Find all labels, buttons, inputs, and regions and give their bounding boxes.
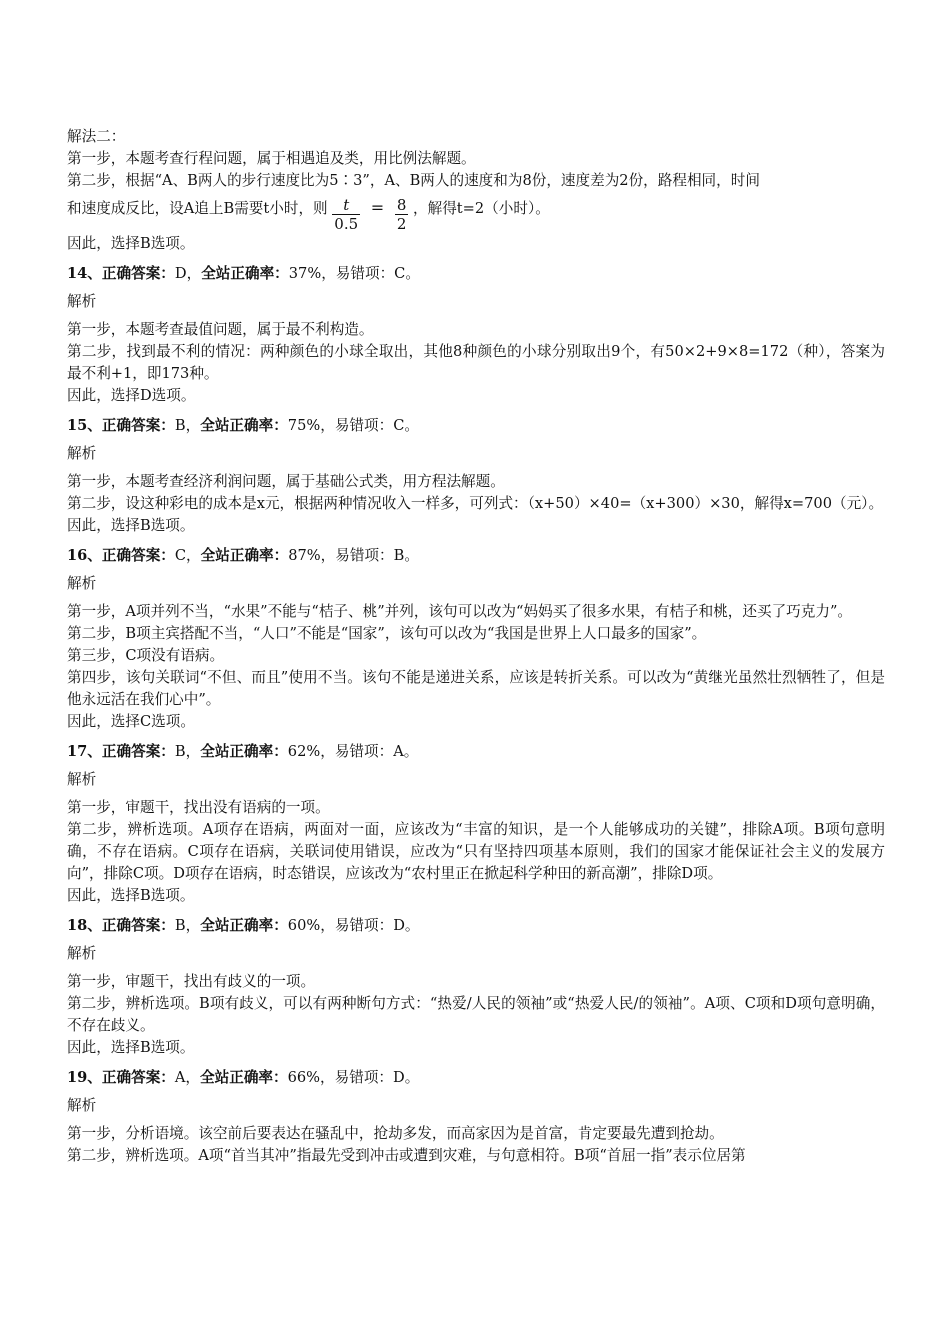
- answer-label: 正确答案：: [101, 743, 175, 760]
- document-page: [67, 126, 885, 1167]
- analysis-line: 第一步，分析语境。该空前后要表达在骚乱中，抢劫多发，而高家因为是首富，肯定要最先遭到抢劫。: [67, 1125, 724, 1142]
- answer-header: [67, 1067, 885, 1089]
- analysis-line: 第二步，找到最不利的情况：两种颜色的小球全取出，其他8种颜色的小球分别取出9个，有50×2+9×8=172（种），答案为最不利+1，即173种。: [67, 343, 885, 382]
- analysis-line: 第二步，辨析选项。A项存在语病，两面对一面，应该改为“丰富的知识，是一个人能够成功的关键”，排除A项。B项句意明确，不存在语病。C项存在语病，关联词使用错误，应改为“只有坚持四项基本原则，我们的国家才能保证社会主义的发展方向”，排除C项。D项存在语病，时态错误，应该改为“农村里正在掀起科学种田的新高潮”，排除D项。: [67, 821, 885, 882]
- rate-and-error-option: 60%，易错项：D。: [287, 917, 420, 934]
- fraction-denominator: 0.5: [334, 215, 359, 233]
- solution2-conclusion: 因此，选择B选项。: [67, 235, 195, 252]
- analysis-line: 因此，选择B选项。: [67, 517, 195, 534]
- answer-value: A，: [174, 1069, 201, 1086]
- analysis-line: 第二步，B项主宾搭配不当，“人口”不能是“国家”，该句可以改为“我国是世界上人口最多的国家”。: [67, 625, 707, 642]
- solution2-step2-line2: [67, 196, 885, 233]
- answer-header: [67, 741, 885, 763]
- analysis-label: 解析: [67, 293, 97, 310]
- question-number: 18、: [67, 917, 102, 934]
- answer-label: 正确答案：: [101, 1069, 175, 1086]
- question-block: [67, 545, 885, 733]
- answer-header: [67, 415, 885, 437]
- analysis-line: 第二步，辨析选项。B项有歧义，可以有两种断句方式：“热爱/人民的领袖”或“热爱人民/的领袖”。A项、C项和D项句意明确，不存在歧义。: [67, 995, 885, 1034]
- fraction-numerator: 8: [396, 196, 407, 214]
- answer-header: [67, 263, 885, 285]
- analysis-label: 解析: [67, 445, 97, 462]
- equals-sign: =: [370, 198, 385, 217]
- analysis-line: 第三步，C项没有语病。: [67, 647, 225, 664]
- analysis-line: 因此，选择B选项。: [67, 1039, 195, 1056]
- rate-and-error-option: 75%，易错项：C。: [287, 417, 419, 434]
- answer-header: [67, 545, 885, 567]
- answer-value: B，: [174, 917, 201, 934]
- analysis-line: 第二步，设这种彩电的成本是x元，根据两种情况收入一样多，可列式：（x+50）×40=（x+300）×30，解得x=700（元）。: [67, 495, 884, 512]
- fraction-denominator: 2: [396, 215, 407, 233]
- solution2-step2-line1: 第二步，根据“A、B两人的步行速度比为5∶3”，A、B两人的速度和为8份，速度差为2份，路程相同，时间: [67, 172, 760, 189]
- question-block: [67, 263, 885, 407]
- rate-label: 全站正确率：: [200, 917, 288, 934]
- rate-and-error-option: 87%，易错项：B。: [288, 547, 419, 564]
- answer-label: 正确答案：: [101, 417, 175, 434]
- analysis-line: 第一步，本题考查最值问题，属于最不利构造。: [67, 321, 374, 338]
- fraction-8-over-2: [395, 196, 409, 233]
- analysis-line: 第一步，A项并列不当，“水果”不能与“桔子、桃”并列，该句可以改为“妈妈买了很多水果，有桔子和桃，还买了巧克力”。: [67, 603, 852, 620]
- analysis-label: 解析: [67, 945, 97, 962]
- question-number: 15、: [67, 417, 102, 434]
- answer-label: 正确答案：: [101, 547, 175, 564]
- solution2-title: 解法二：: [67, 128, 126, 145]
- question-number: 16、: [67, 547, 102, 564]
- rate-and-error-option: 37%，易错项：C。: [288, 265, 420, 282]
- answer-value: B，: [174, 417, 201, 434]
- analysis-line: 第四步，该句关联词“不但、而且”使用不当。该句不能是递进关系，应该是转折关系。可以改为“黄继光虽然壮烈牺牲了，但是他永远活在我们心中”。: [67, 669, 885, 708]
- analysis-line: 第一步，审题干，找出没有语病的一项。: [67, 799, 330, 816]
- answer-label: 正确答案：: [101, 917, 175, 934]
- question-list: [67, 263, 885, 1167]
- question-number: 19、: [67, 1069, 102, 1086]
- analysis-line: 因此，选择C选项。: [67, 713, 195, 730]
- answer-header: [67, 915, 885, 937]
- analysis-line: 第一步，审题干，找出有歧义的一项。: [67, 973, 316, 990]
- fraction-t-over-0.5: [332, 196, 360, 233]
- solution2-step1: 第一步，本题考查行程问题，属于相遇追及类，用比例法解题。: [67, 150, 476, 167]
- question-block: [67, 915, 885, 1059]
- solution2-step2-result: ，解得t=2（小时）。: [413, 200, 550, 217]
- question-number: 17、: [67, 743, 102, 760]
- rate-label: 全站正确率：: [200, 1069, 288, 1086]
- analysis-line: 因此，选择D选项。: [67, 387, 196, 404]
- answer-value: B，: [174, 743, 201, 760]
- rate-and-error-option: 62%，易错项：A。: [287, 743, 419, 760]
- rate-label: 全站正确率：: [200, 547, 289, 564]
- solution2-block: [67, 126, 885, 255]
- rate-label: 全站正确率：: [200, 743, 288, 760]
- analysis-label: 解析: [67, 575, 97, 592]
- answer-label: 正确答案：: [101, 265, 175, 282]
- answer-value: D，: [174, 265, 202, 282]
- question-number: 14、: [67, 265, 102, 282]
- rate-label: 全站正确率：: [200, 417, 288, 434]
- analysis-label: 解析: [67, 1097, 97, 1114]
- rate-and-error-option: 66%，易错项：D。: [287, 1069, 420, 1086]
- answer-value: C，: [174, 547, 201, 564]
- solution2-step2-text: 和速度成反比，设A追上B需要t小时，则: [67, 200, 328, 217]
- rate-label: 全站正确率：: [201, 265, 289, 282]
- question-block: [67, 1067, 885, 1167]
- analysis-line: 第二步，辨析选项。A项“首当其冲”指最先受到冲击或遭到灾难，与句意相符。B项“首屈一指”表示位居第: [67, 1147, 746, 1164]
- analysis-line: 第一步，本题考查经济利润问题，属于基础公式类，用方程法解题。: [67, 473, 505, 490]
- analysis-label: 解析: [67, 771, 97, 788]
- question-block: [67, 415, 885, 537]
- analysis-line: 因此，选择B选项。: [67, 887, 195, 904]
- question-block: [67, 741, 885, 907]
- fraction-numerator: t: [332, 196, 360, 215]
